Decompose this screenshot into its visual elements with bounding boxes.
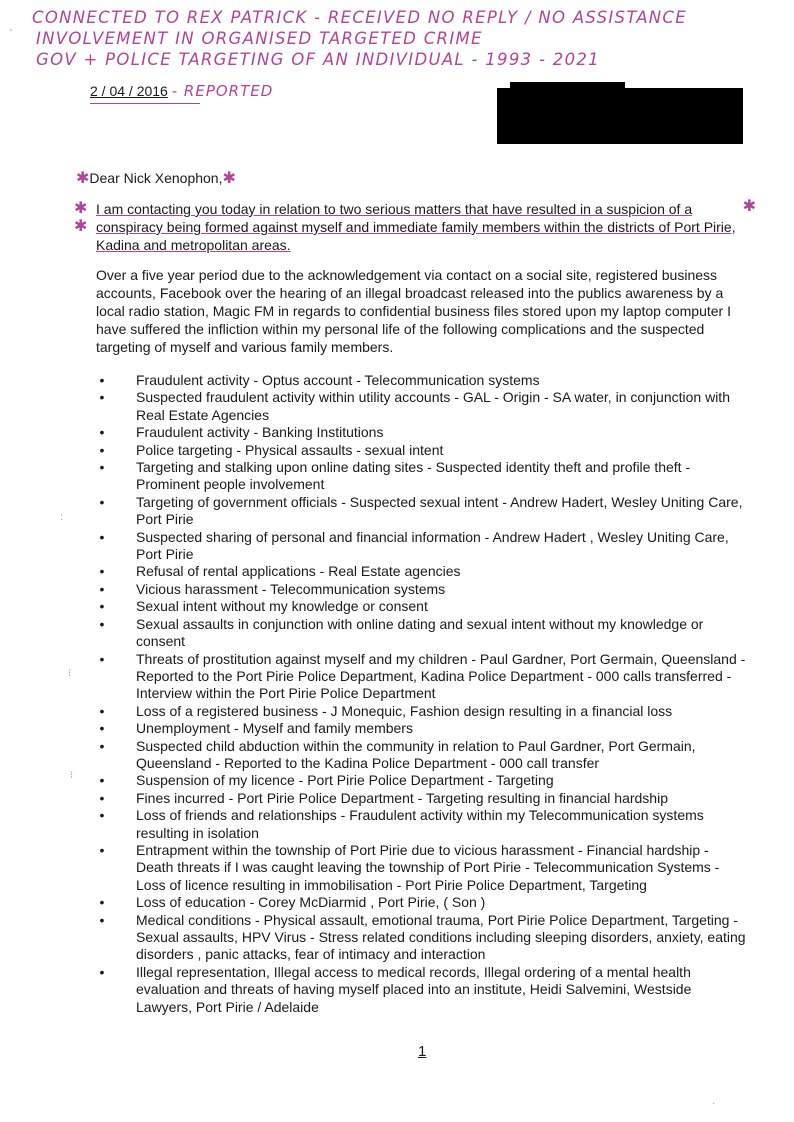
intro-paragraph (74, 198, 756, 254)
date-line (90, 82, 273, 100)
handwritten-annotation-line-2: INVOLVEMENT IN ORGANISED TARGETED CRIME (36, 29, 483, 48)
list-item (96, 842, 746, 894)
bullet-icon: • (99, 772, 105, 789)
list-item (96, 372, 746, 389)
reported-annotation: - REPORTED (171, 82, 274, 100)
body-paragraph: Over a five year period due to the acknowledgement via contact on a social site, registered business accounts, Facebook over the hearing of an illegal broadcast released into the publics awareness by a local radio station, Magic FM in regards to confidential business files stored upon my laptop computer I have suffered the infliction within my personal life of the following complications and the suspected targeting of myself and various family members. (96, 267, 731, 355)
bullet-icon: • (99, 911, 105, 928)
list-item-text: Fines incurred - Port Pirie Police Department - Targeting resulting in financial hardship (136, 789, 668, 806)
list-item-text: Police targeting - Physical assaults - sexual intent (136, 441, 444, 458)
list-item-text: Suspension of my licence - Port Pirie Police Department - Targeting (136, 772, 554, 789)
bullet-icon: • (99, 807, 105, 824)
list-item-text: Sexual intent without my knowledge or consent (136, 598, 428, 615)
list-item-text: Loss of a registered business - J Monequic, Fashion design resulting in a financial loss (136, 702, 673, 719)
list-item-text: Sexual assaults in conjunction with online dating and sexual intent without my knowledge or consent (136, 615, 704, 650)
list-item-text: Loss of education - Corey McDiarmid , Port Pirie, ( Son ) (136, 894, 486, 911)
redaction-block (497, 88, 743, 144)
list-item-text: Illegal representation, Illegal access to medical records, Illegal ordering of a mental health evaluation and threats of having myself placed into an institute, Heidi Salvemini, Westside Lawyers, Port Pirie / Adelaide (136, 963, 692, 1015)
bullet-icon: • (99, 894, 105, 911)
scan-speck: ⁝ (68, 668, 72, 679)
list-item-text: Fraudulent activity - Banking Institutions (136, 424, 384, 441)
list-item-text: Suspected sharing of personal and financial information - Andrew Hadert , Wesley Uniting Care, Port Pirie (136, 528, 729, 563)
list-item (96, 616, 746, 651)
list-item (96, 720, 746, 737)
bullet-icon: • (99, 615, 105, 632)
scan-speck: ' (10, 28, 12, 39)
asterisk-mark-icon: ✱ (222, 170, 236, 187)
asterisk-mark-icon: ✱ (76, 170, 90, 187)
list-item (96, 494, 746, 529)
list-item-text: Targeting of government officials - Suspected sexual intent - Andrew Hadert, Wesley Uniting Care, Port Pirie (136, 493, 743, 528)
list-item-text: Medical conditions - Physical assault, emotional trauma, Port Pirie Police Department, Targeting - Sexual assaults, HPV Virus - Stress related conditions including sleeping disorders, anxiety, eating disorders , panic attacks, fear of intimacy and interaction (136, 911, 746, 963)
bullet-icon: • (99, 389, 105, 406)
salutation: Dear Nick Xenophon, (89, 170, 223, 186)
bullet-icon: • (99, 598, 105, 615)
list-item-text: Targeting and stalking upon online dating sites - Suspected identity theft and profile theft - Prominent people involvement (136, 459, 691, 493)
bullet-icon: • (99, 580, 105, 597)
bullet-icon: • (99, 493, 105, 510)
list-item (96, 442, 746, 459)
list-item (96, 912, 746, 964)
handwritten-annotation-line-3: GOV + POLICE TARGETING OF AN INDIVIDUAL - 1993 - 2021 (36, 50, 600, 69)
bullet-icon: • (99, 424, 105, 441)
bullet-icon: • (99, 563, 105, 580)
list-item (96, 389, 746, 424)
list-item (96, 894, 746, 911)
list-item (96, 581, 746, 598)
list-item-text: Unemployment - Myself and family members (136, 720, 413, 737)
bullet-icon: • (99, 963, 105, 980)
list-item (96, 529, 746, 564)
bullet-icon: • (99, 789, 105, 806)
bullet-icon: • (99, 459, 105, 476)
bullet-icon: • (99, 720, 105, 737)
list-item-text: Suspected child abduction within the community in relation to Paul Gardner, Port Germain, Queensland - Reported to the Kadina Police Department - 000 call transfer (136, 737, 696, 771)
list-item (96, 772, 746, 789)
scan-speck: : (60, 512, 63, 523)
bullet-icon: • (99, 737, 105, 754)
list-item (96, 459, 746, 494)
bullet-icon: • (99, 528, 105, 545)
bullet-icon: • (99, 650, 105, 667)
scan-speck: ⁝ (70, 770, 74, 781)
list-item-text: Loss of friends and relationships - Fraudulent activity within my Telecommunication systems resulting in isolation (136, 807, 704, 841)
asterisk-mark-icon: ✱ (74, 218, 88, 235)
bullet-icon: • (99, 372, 105, 388)
list-item (96, 964, 746, 1016)
list-item-text: Threats of prostitution against myself and my children - Paul Gardner, Port Germain, Queensland - Reported to the Port Pirie Police Department, Kadina Police Department - 000 calls transferred - Interview within the Port Pirie Police Department (136, 650, 746, 702)
list-item (96, 807, 746, 842)
list-item-text: Suspected fraudulent activity within utility accounts - GAL - Origin - SA water, in conjunction with Real Estate Agencies (136, 389, 730, 423)
handwritten-annotation-line-1: CONNECTED TO REX PATRICK - RECEIVED NO REPLY / NO ASSISTANCE (32, 8, 687, 27)
asterisk-mark-icon: ✱ (742, 198, 756, 215)
salutation-line (76, 168, 236, 188)
scan-speck: · (712, 1098, 716, 1109)
letter-date: 2 / 04 / 2016 (90, 83, 168, 99)
bullet-icon: • (99, 702, 105, 719)
list-item-text: Refusal of rental applications - Real Estate agencies (136, 563, 461, 580)
bullet-icon: • (99, 441, 105, 458)
list-item (96, 598, 746, 615)
intro-text: I am contacting you today in relation to two serious matters that have resulted in a suspicion of a conspiracy being formed against myself and immediate family members within the districts of Port Pirie, Kadina and metropolitan areas. (96, 201, 736, 253)
list-item-text: Vicious harassment - Telecommunication systems (136, 580, 446, 597)
bullet-icon: • (99, 841, 105, 858)
list-item (96, 651, 746, 703)
list-item-text: Fraudulent activity - Optus account - Telecommunication systems (136, 372, 540, 388)
list-item-text: Entrapment within the township of Port Pirie due to vicious harassment - Financial hardship - Death threats if I was caught leaving the township of Port Pirie - Telecommunication Systems - Loss of licence resulting in immobilisation - Port Pirie Police Department, Targeting (136, 841, 720, 893)
page-number: 1 (418, 1043, 427, 1060)
list-item (96, 424, 746, 441)
asterisk-mark-icon: ✱ (74, 200, 88, 217)
list-item (96, 790, 746, 807)
list-item (96, 738, 746, 773)
list-item (96, 563, 746, 580)
list-item (96, 703, 746, 720)
date-underline (90, 103, 200, 104)
complications-list (96, 372, 746, 1016)
